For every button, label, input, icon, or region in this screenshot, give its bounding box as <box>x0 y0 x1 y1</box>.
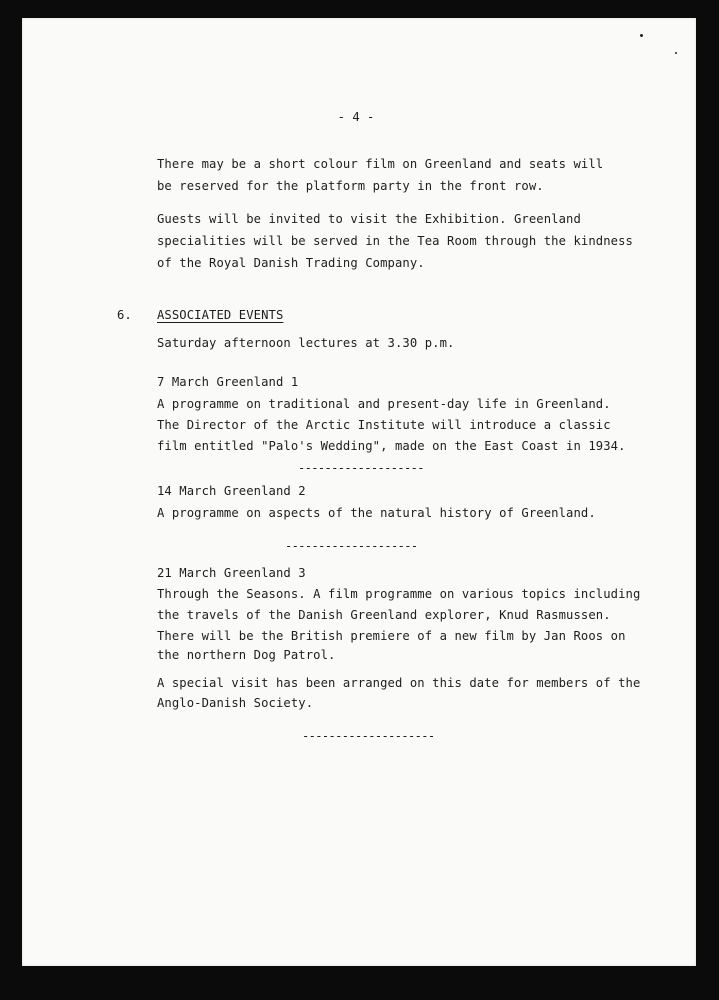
event-description-line: the northern Dog Patrol. <box>157 648 336 662</box>
section-intro: Saturday afternoon lectures at 3.30 p.m. <box>157 336 455 350</box>
paper-speck <box>640 34 643 37</box>
section-divider: -------------------- <box>302 729 435 743</box>
event-description-line: film entitled "Palo's Wedding", made on the East Coast in 1934. <box>157 439 626 453</box>
guests-paragraph-line: Guests will be invited to visit the Exhibition. Greenland <box>157 212 581 226</box>
event-description-line: The Director of the Arctic Institute will introduce a classic <box>157 418 611 432</box>
guests-paragraph-line: of the Royal Danish Trading Company. <box>157 256 425 270</box>
page-number: - 4 - <box>337 110 375 124</box>
section-heading: ASSOCIATED EVENTS <box>157 308 284 322</box>
event-title: 21 March Greenland 3 <box>157 566 306 580</box>
film-paragraph-line: There may be a short colour film on Greenland and seats will <box>157 157 604 171</box>
guests-paragraph-line: specialities will be served in the Tea Room through the kindness <box>157 234 633 248</box>
event-title: 14 March Greenland 2 <box>157 484 306 498</box>
section-number: 6. <box>117 308 132 322</box>
special-visit-line: Anglo-Danish Society. <box>157 696 314 710</box>
film-paragraph-line: be reserved for the platform party in the front row. <box>157 179 544 193</box>
event-description-line: Through the Seasons. A film programme on various topics including <box>157 587 641 601</box>
event-description-line: the travels of the Danish Greenland explorer, Knud Rasmussen. <box>157 608 611 622</box>
paper-speck <box>675 52 677 54</box>
event-description-line: A programme on traditional and present-day life in Greenland. <box>157 397 611 411</box>
section-divider: -------------------- <box>285 539 418 553</box>
event-description-line: There will be the British premiere of a new film by Jan Roos on <box>157 629 626 643</box>
special-visit-line: A special visit has been arranged on this date for members of the <box>157 676 641 690</box>
section-divider: ------------------- <box>298 461 424 475</box>
event-title: 7 March Greenland 1 <box>157 375 299 389</box>
event-description-line: A programme on aspects of the natural history of Greenland. <box>157 506 596 520</box>
